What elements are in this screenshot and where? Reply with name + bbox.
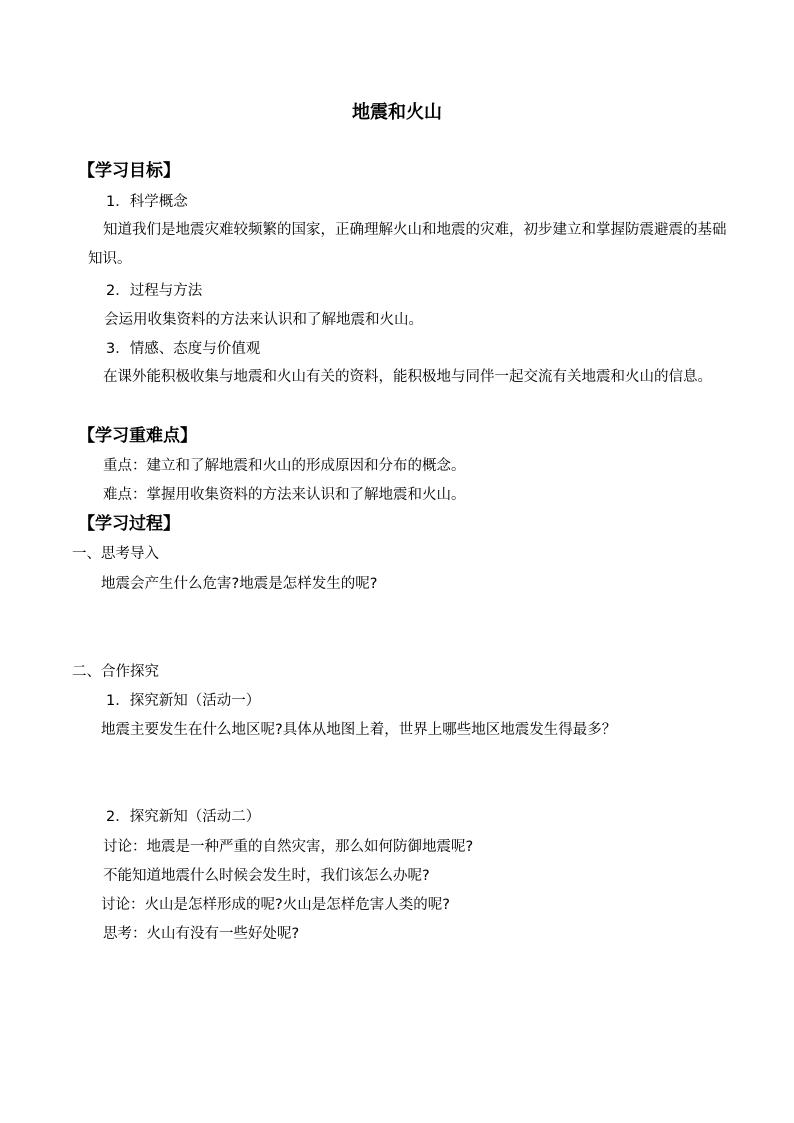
keypoint-focus: 重点：建立和了解地震和火山的形成原因和分布的概念。 (103, 458, 466, 474)
activity2-question-3: 讨论：火山是怎样形成的呢?火山是怎样危害人类的呢? (101, 897, 450, 913)
keypoints-heading: 【学习重难点】 (78, 426, 197, 446)
objective-1-label: 1．科学概念 (106, 194, 188, 210)
activity2-label: 2．探究新知（活动二） (106, 809, 261, 825)
objectives-heading: 【学习目标】 (78, 161, 180, 181)
activity1-label: 1．探究新知（活动一） (106, 693, 261, 709)
part2-title: 二、合作探究 (72, 664, 159, 680)
activity1-question: 地震主要发生在什么地区呢?具体从地图上着，世界上哪些地区地震发生得最多？ (101, 722, 617, 738)
process-heading: 【学习过程】 (78, 514, 180, 534)
objective-2-text: 会运用收集资料的方法来认识和了解地震和火山。 (104, 312, 423, 328)
activity2-question-1: 讨论：地震是一种严重的自然灾害，那么如何防御地震呢? (103, 839, 474, 855)
activity2-question-2: 不能知道地震什么时候会发生时，我们该怎么办呢? (103, 868, 430, 884)
part1-title: 一、思考导入 (72, 546, 159, 562)
part1-question: 地震会产生什么危害?地震是怎样发生的呢? (101, 576, 378, 592)
objective-3-label: 3．情感、态度与价值观 (106, 341, 261, 357)
activity2-question-4: 思考：火山有没有一些好处呢? (103, 926, 300, 942)
keypoint-difficulty: 难点：掌握用收集资料的方法来认识和了解地震和火山。 (103, 487, 466, 503)
objective-1-text: 知道我们是地震灾难较频繁的国家，正确理解火山和地震的灾难，初步建立和掌握防震避震的基础知识。 (88, 222, 727, 267)
document-title: 地震和火山 (352, 102, 442, 123)
objective-3-text: 在课外能积极收集与地震和火山有关的资料，能积极地与同伴一起交流有关地震和火山的信息。 (103, 369, 712, 385)
objective-2-label: 2．过程与方法 (106, 283, 203, 299)
